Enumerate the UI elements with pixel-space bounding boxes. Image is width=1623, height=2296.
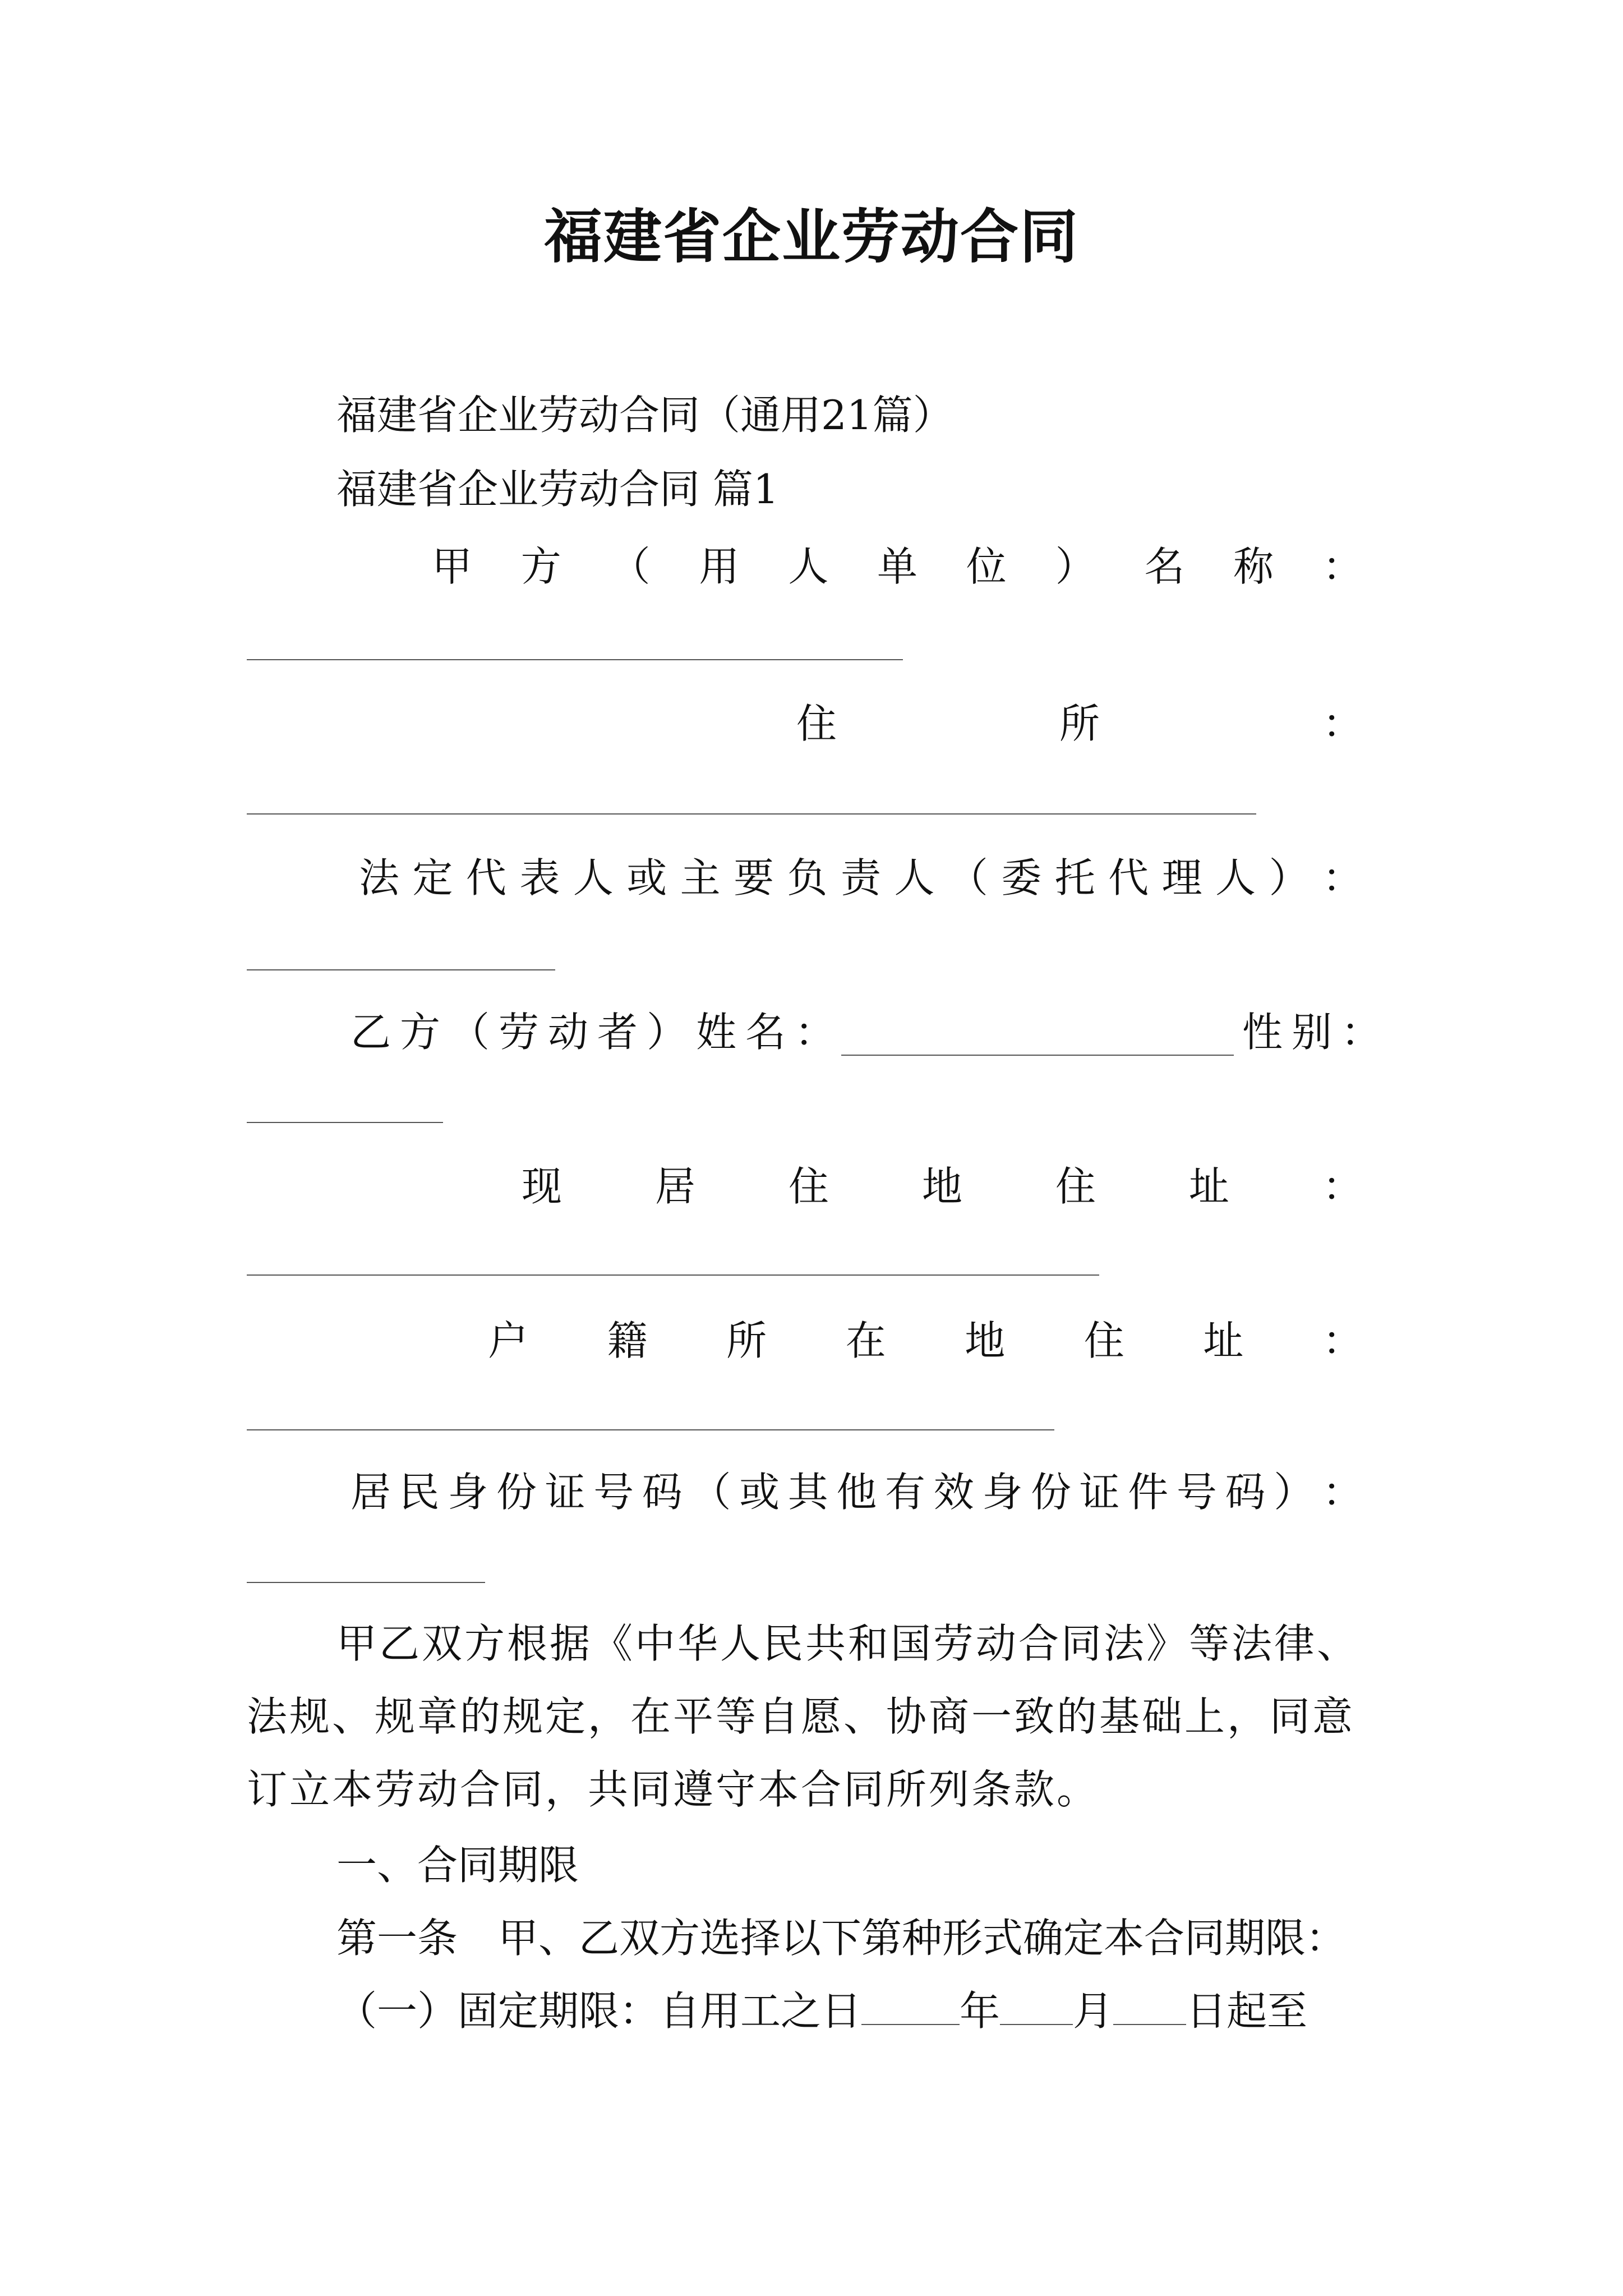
document-subtitle: 福建省企业劳动合同（通用21篇） xyxy=(336,392,953,439)
party-b-name-label: 乙方（劳动者）姓名： xyxy=(351,1009,845,1056)
legal-representative-label: 法 定 代 表 人 或 主 要 负 责 人 （ 委 托 代 理 人 ） ： xyxy=(359,854,1363,901)
section-heading: 福建省企业劳动合同 篇1 xyxy=(336,466,779,513)
paragraph-line: 订立本劳动合同，共同遵守本合同所列条款。 xyxy=(247,1766,1100,1813)
chapter-heading: 一、合同期限 xyxy=(336,1842,579,1889)
party-a-name-blank[interactable] xyxy=(247,659,903,660)
legal-representative-blank[interactable] xyxy=(247,969,555,970)
document-title: 福建省企业劳动合同 xyxy=(543,202,1079,271)
household-address-blank[interactable] xyxy=(247,1429,1054,1430)
gender-blank[interactable] xyxy=(247,1122,443,1123)
start-day-blank[interactable] xyxy=(1113,1989,1186,2025)
start-month-blank[interactable] xyxy=(1000,1989,1073,2025)
fixed-term-clause: （一）固定期限：自用工之日 年 月 日起至 xyxy=(336,1987,1308,2035)
party-b-name-blank[interactable] xyxy=(841,1055,1234,1056)
residence-address-blank[interactable] xyxy=(247,1274,1099,1276)
article-1: 第一条 甲、乙双方选择以下第种形式确定本合同期限： xyxy=(336,1915,1347,1962)
household-address-label: 户 籍 所 在 地 住 址 ： xyxy=(488,1317,1363,1364)
residence-address-label: 现 居 住 地 住 址 ： xyxy=(522,1163,1363,1210)
id-number-blank[interactable] xyxy=(247,1582,485,1583)
id-number-label: 居 民 身 份 证 号 码 （ 或 其 他 有 效 身 份 证 件 号 码 ） ： xyxy=(351,1469,1363,1516)
gender-label: 性别： xyxy=(1242,1009,1391,1056)
address-label: 住 所 ： xyxy=(796,700,1363,747)
paragraph-line: 法规、规章的规定，在平等自愿、协商一致的基础上，同意 xyxy=(247,1693,1355,1740)
address-blank[interactable] xyxy=(247,813,1256,815)
start-year-blank[interactable] xyxy=(861,1989,960,2025)
party-a-name-label: 甲 方 （ 用 人 单 位 ） 名 称 ： xyxy=(432,543,1363,590)
paragraph-line: 甲乙双方根据《中华人民共和国劳动合同法》等法律、 xyxy=(336,1620,1360,1667)
